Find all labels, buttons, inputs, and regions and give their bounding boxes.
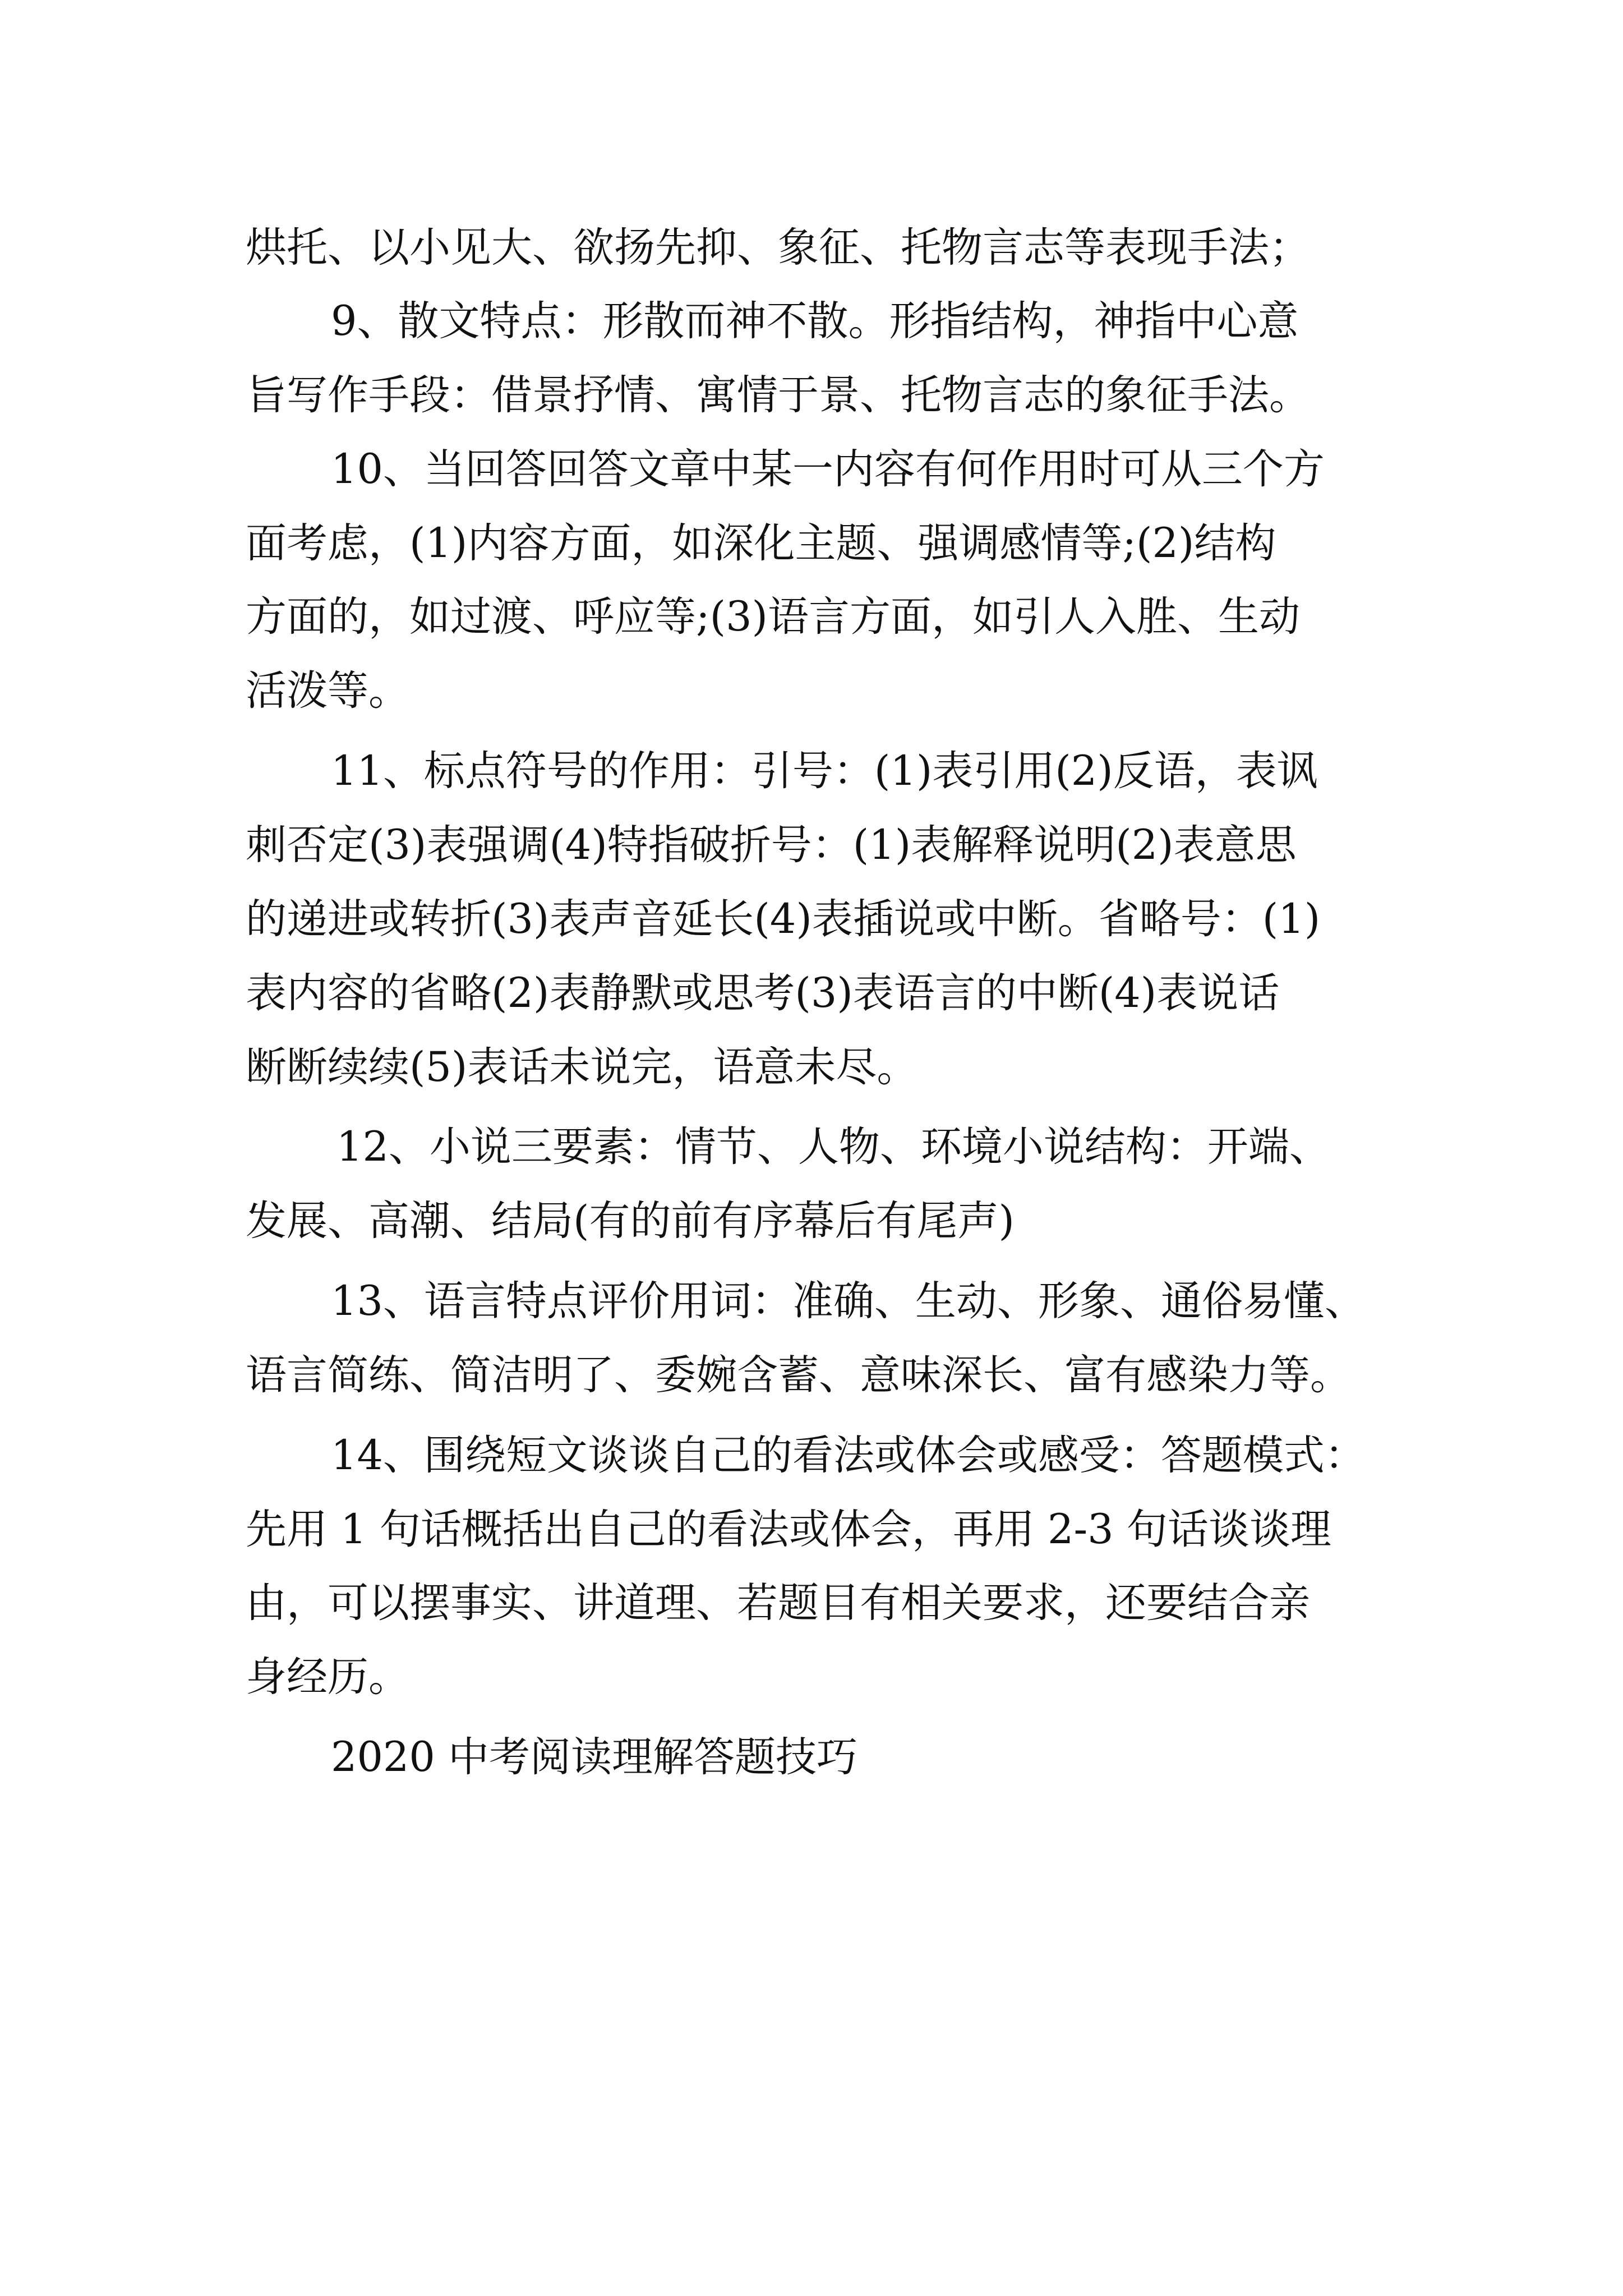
section-heading: 2020 中考阅读理解答题技巧 xyxy=(331,1733,857,1781)
text-line: 语言简练、简洁明了、委婉含蓄、意味深长、富有感染力等。 xyxy=(246,1351,1351,1399)
text-line: 方面的，如过渡、呼应等;(3)语言方面，如引人入胜、生动 xyxy=(246,593,1300,641)
text-line: 11、标点符号的作用：引号：(1)表引用(2)反语，表讽 xyxy=(331,747,1318,795)
text-line: 12、小说三要素：情节、人物、环境小说结构：开端、 xyxy=(336,1123,1330,1171)
text-line: 旨写作手段：借景抒情、寓情于景、托物言志的象征手法。 xyxy=(246,371,1310,419)
text-line: 身经历。 xyxy=(246,1653,409,1701)
text-line: 刺否定(3)表强调(4)特指破折号：(1)表解释说明(2)表意思 xyxy=(246,821,1297,869)
text-line: 13、语言特点评价用词：准确、生动、形象、通俗易懂、 xyxy=(331,1277,1366,1325)
text-line: 先用 1 句话概括出自己的看法或体会，再用 2-3 句话谈谈理 xyxy=(246,1506,1331,1553)
text-line: 断断续续(5)表话未说完，语意未尽。 xyxy=(246,1043,918,1091)
text-line: 烘托、以小见大、欲扬先抑、象征、托物言志等表现手法； xyxy=(246,224,1310,272)
text-line: 9、散文特点：形散而神不散。形指结构，神指中心意 xyxy=(331,297,1299,345)
text-line: 表内容的省略(2)表静默或思考(3)表语言的中断(4)表说话 xyxy=(246,969,1280,1017)
text-line: 由，可以摆事实、讲道理、若题目有相关要求，还要结合亲 xyxy=(246,1579,1310,1627)
text-line: 面考虑，(1)内容方面，如深化主题、强调感情等;(2)结构 xyxy=(246,519,1276,567)
text-line: 发展、高潮、结局(有的前有序幕后有尾声) xyxy=(246,1197,1015,1245)
text-line: 活泼等。 xyxy=(246,667,409,715)
text-line: 14、围绕短文谈谈自己的看法或体会或感受：答题模式： xyxy=(331,1432,1366,1479)
text-line: 的递进或转折(3)表声音延长(4)表插说或中断。省略号：(1) xyxy=(246,895,1321,943)
text-line: 10、当回答回答文章中某一内容有何作用时可从三个方 xyxy=(331,445,1325,493)
